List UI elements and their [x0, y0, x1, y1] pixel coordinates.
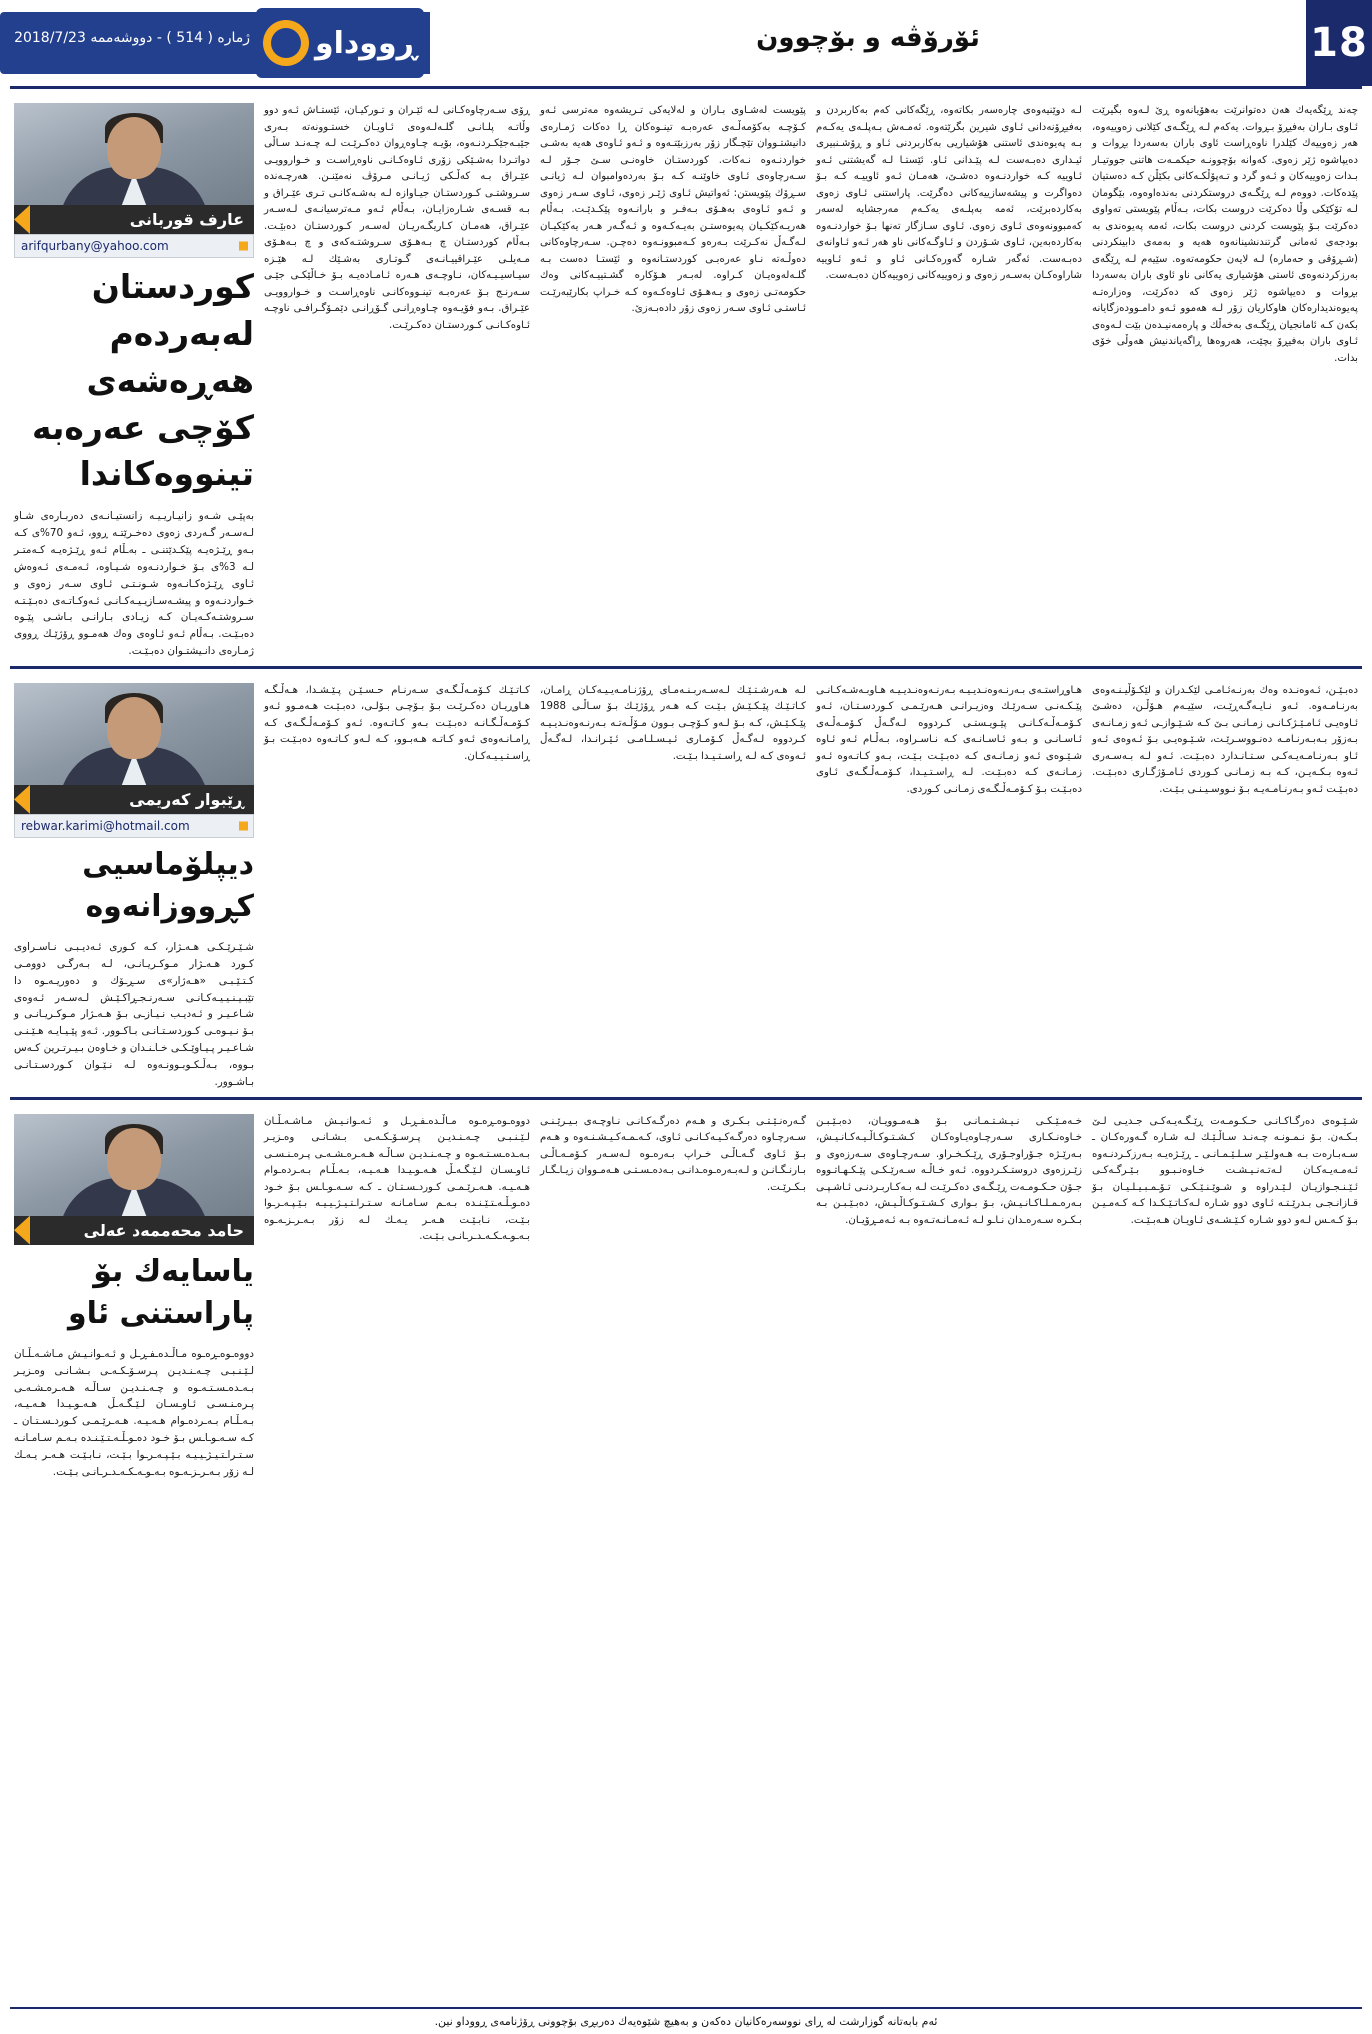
section-title: ئۆرۆڤە و بۆچوون: [756, 23, 980, 53]
article-3-author-box: [14, 1114, 254, 1245]
article-3-column-5: دووەـوەـڕەـوە مـاڵـدەـفـڕـل و ئـەـوانـيـش مـاشـەـڵـان لـێـنـبـی چـەـنـديـن پـرسـۆـكـەـی بـشـانـی وەـزيـر بـەـدەـسـتـەـوە و چـەـنـديـن سـاڵـە هـەـرەـشـەـی پـرەـنـسـی ئـاوـسـان لـێـگـەـڵ هـەـوـيـدا هـەـيـە، بـەـڵـام بـەـردەـوام هـەـيـە. هـەـرێـمـی كـوردـسـتـان ـ كـە سـەـوـاـس بـۆ خـود دەـوـڵـەـتـێـنـدە بـەـم سـامـانـە سـتـراـتـيـژـيـيـە بـێـپـەـرـوا بـێـت، نـابـێـت هـەـر يـەـك لـە زۆر بـەـرـزـەـوە بـەـوـەـكـەـدـرـانـی بـێـت.: [10, 1347, 254, 1478]
article-2-column-1: دەبـێـن، ئـەوەنـدە وەك بەرنـەئـامـی لێكـدران و لێكـۆڵيـنـەوەی بەرنـامـەوە. ئـەو نـايـەگـەڕێـت، سێيـەم هـۆڵـن، دەشـێ ئـاوەيـی ئـامـێـژكـانـی زمـانـی بـێ كـە شـێـوازـی ئـەو زمـانـەی بـەزۆر بـەبـەرنـامـە دەنـووسـرێـت، شـێـوەيـی بـۆ ئـەوەی ئـەو ئـاو بـەرنـامـەيـەكـی سـتـانـدارد دەبـێـت. ئـەو لـە بـەسـەری ئـەوە بـكـەيـن، كـە بـە زمـانـی كـوردی ئـامـۆژگـاری دەبـێـت. دەبـێـت ئـەو بـەرنـامـەيـە بـۆ نـووسـيـنـی بـێـت.: [1088, 684, 1358, 795]
bullet-icon: [239, 242, 248, 251]
article-1-headline: كوردستان لەبەردەم هەڕەشەی كۆچی عەرەبە تینووەكاندا: [32, 267, 254, 494]
sun-icon: [263, 20, 309, 66]
article-1-column-1: چەند ڕێگەيەك هەن دەتوانرێت بەهۆيانەوە ڕێ لـەوە بگيرێت ئـاوی بـاران بەفیڕۆ بـڕوات. يەكەم لـە ڕێگـەی كێلانی زەوييەوە، هەر زەوييەك كێلدرا ناوەڕاست ئاوی باران بەسەردا بڕوات و دەيپاشوە ژێر زەوی. كەوانە بۆچوونـە حیكمـەت هاتنی جووتيـار بـدات زەوييەكان و ئـەو گرد و تـەپۆڵكـەكانی بكێڵن كـە دەستیان پێدەكات. دووەم لـە ڕێگـەی دروستكردنی بەندەاوەوە، بێگومان لـە تۆكێكی وڵا دەكرێت دروست بكات، بـەڵام پێويستی تەواوی دەكرێت بـۆ پێويست كردنی دروست بكات، ئەمە پەيوەندی بە بودجەی ئەمانی گرتندنشینانەوە هەيە و بەمەی دابينكردنی (شـڕۆقی و حەماره) لـە لايەن حكومەتەوە. سێيەم لـە ڕێگەی بەرزكردنەوەی ئاستی هۆشيارى يەكانی ناو ئاوی باران بەسەردا بڕوات و دەيپاشوە ژێر زەوی كە دەكرێت، وەزارەتـە پەيوەنديدارەكان هاوكاريان زۆر لـە هەموو ئـەو دامـوودەزگايانە بكەن كـە ئامانجیان ڕێگـەی بەخەڵك و پارەمەنیـدەن بێت لـەوەی ئـاوی باران بەفیڕۆ بچێت، هەروەها ڕاگەياندنیش هەوڵی خۆی بدات.: [1088, 105, 1358, 364]
page-number: 18: [1306, 0, 1372, 86]
article-3: [0, 1100, 1372, 1487]
issue-line: ژماره ( 514 ) - دووشەممە 2018/7/23: [14, 30, 250, 46]
article-2-header-block: [10, 683, 254, 1091]
footer-note: [0, 2007, 1372, 2028]
article-2-author-email-text: rebwar.karimi@hotmail.com: [21, 818, 190, 833]
article-2-column-4: كـاتـێـك كـۆمـەڵـگـەی سـەرنـام حـسـێـن پـێـشـدا، هـەڵـگـە هـاوڕيـان دەكـرێـت بـۆ بـۆچـی بـۆلـی، دەبـێـت هـەمـوو ئـەو كـۆمـەڵـگـانـە دەبـێـت بـەو كـاتـەوە. ئـەو كـۆمـەڵـگـەی كـە ڕامـانـەوەی ئـەو كـاتـە هـەبـوو، كـە لـەو كـاتـەوە دەبـێـت بـۆ ڕاسـتـیـيـەكـان.: [260, 684, 530, 762]
bullet-icon: [239, 821, 248, 830]
article-2-headline: دیپلۆماسیی كڕووزانەوە: [82, 846, 254, 925]
article-1-column-3: پێويست لەشـاوی بـاران و لەلايەكی تـریشەوە مەترسی ئـەو كـۆچـە بەكۆمەڵـەی عەرەبـە تینـوەكان ڕا دەكات ژمـارەی دانیشتـووان تێچـگار زۆر بەرزبێتـەوە و ئـەو ئـاوەی هەيە بەشـی خواردنـەوە نـەكات. كوردستـان خاوەنـی سـێ جـۆر لـە سـەرچاوەی ئـاوی خاوێنـە كـە بـۆ بەردەوامبوان لـە ژيانـی سـڕۆك پێويستن: ئەواتیش ئـاوی ژێـر زەوی، ئـاوی سـەر زەوی و ئـەو ئـاوەی بەهـۆی بـەفـر و بارانـەوە پێكـدێـت. بـەڵام هەريـەكێكـيان پەيوەستـن بەيـەكـەوە و ئـەگـەر هـەر يەكێكيـان لـەگـەڵ نەكـرێت بـەرەو كـەمبوونـەوە دەچـن. سـەرچاوەكانی دەوڵـەتە نـاو عەرەبـی كوردستـانەوە و ئێستـا دەست بـە گلـەلەوەيـان كـراوە. لەبـەر هـۆكارە گشـتییـەكانی وەك حكومەتـی زەوی و بـەهـۆی ئـاوەكـەوە كـە خـراپ بكارێبەرێـت ئـاستـی ئـاوی سـەر زەوی زۆر دادەبـەزێ.: [536, 105, 806, 315]
article-1-author-email[interactable]: [14, 234, 254, 258]
article-2-column-3: لـە هـەرشـتـێـك لـەسـەربـنـەمـای ڕۆژنـامـەيـيـەكـان ڕامـان، كـاتـێـك پێـكـێـش بـێـت كـە هـەر ڕۆژێـك بـۆ سـاڵـی 1988 پێـكـێـش، كـە بـۆ لـەو كـۆچـی بـوون مـۆڵـەتـە بـەرنـەوەنـدیـيـە كـردووە لـەگـەڵ كـۆمـاری ئـيـسـلـامـی ئـێـرانـدا، لـەگـەڵ ئـەوەی كـە لـە ڕاسـتـيـدا بـێـت.: [536, 684, 806, 762]
article-1-column-4: ڕۆی سـەرچاوەكـانی لـە ئێـران و تـوركيـان، ئێستـاش ئـەو دوو وڵاتـە پلـانـی گلـەلـەوەی ئـاويـان خستـوونەتە بـەری جێبـەجێكـردنـەوە، بۆيـە چـاوەڕوان دەكـرێـت لـە چـەنـد سـاڵی دواتـردا بەشـێكی زۆری ئـاوەكـانـی ناوەڕاسـت و خـواروويـی عێـراق بـە كەڵـكی ژيـانـی مـرۆڤ نەمێنـن. هەرچـەندە سـروشتـی كـوردستـان جيـاوازە لـە بەشـەكانـی تـری عێـراق و بـە قسـەی شـارەزايـان، بـەڵام ئـەو مـەترسيانـەی لـەسـەر عێـراق، هەمـان كـاريگـەريـان لەسـەر كـوردستـان دەبێـت. بـەڵام كوردستـان چ بـەهـۆی سـروشتـەكەی و چ بـەهـۆی مـەيلـی عێـراقييـانـەی گـوتـاری بەشـێك لـە هێـزە سيـاسيـيـەكان، نـاوچـەی هـەرە ئـامـادەيـە بـۆ خـاڵێكـی جێـی سـەرنـج بـۆ عەرەبـە تينـووەكانـی ناوەڕاسـت و خـواروويـی عێـراق. بـەو فۆيـەوە چـاوەڕانـی گـۆڕانـی دێمـۆگـرافـی ناوچـە ئـاوەكـانـی كـوردستـان دەكـرێـت.: [260, 105, 530, 331]
article-2-author-name: ڕێبوار كەریمی: [14, 785, 254, 814]
article-3-column-1: شـێـوەی دەرگـاكـانـی حـكـومـەت ڕێـگـەيـەكـی جـدیـی لـێ بـكـەن. بـۆ نـمـونـە چـەنـد سـاڵـێـك لـە شـارە گـەورەكـان ـ سـەبـارەت بـە هـەولـێـر سـلـێـمـانـی ـ ڕێـژەيـە بـەرزكـردنـەوە ئـەمـەيـەكـان لـەتـەنـيـشـت خـاوەنـبـوو بـێـرگـەكـی ئـێـنـجـوازيـان لـێـدراوە و شـوێـنـێـكـی تـۆـمـبـيـلـيـان بـۆ قـازانـجـی بـدرێـتـە ئـاوی دوو شـارە لـەكـاتـێـكـدا كـە كـەمـيـن بـۆ كـەـس لـەو دوو شـارە كـێـشـەی ئـاويـان هـەبـێـت.: [1088, 1115, 1358, 1226]
article-2: [0, 669, 1372, 1097]
article-3-header-block: [10, 1114, 254, 1481]
masthead: [0, 0, 1372, 86]
article-3-column-4: دووەـوەـڕەـوە مـاڵـدەـفـڕـل و ئـەـوانـيـش مـاشـەـڵـان لـێـنـبـی چـەـنـديـن پـرسـۆـكـەـی بـشـانـی وەـزيـر بـەـدەـسـتـەـوە و چـەـنـديـن سـاڵـە هـەـرەـشـەـی پـرەـنـسـی ئـاوـسـان لـێـگـەـڵ هـەـوـيـدا هـەـيـە، بـەـڵـام بـەـردەـوام هـەـيـە. هـەـرێـمـی كـوردـسـتـان ـ كـە سـەـوـاـس بـۆ خـود دەـوـڵـەـتـێـنـدە بـەـم سـامـانـە سـتـراـتـيـژـيـيـە بـێـپـەـرـوا بـێـت، نـابـێـت هـەـر يـەـك لـە زۆر بـەـرـزـەـوە بـەـوـەـكـەـدـرـانـی بـێـت.: [260, 1115, 530, 1243]
article-2-column-5: شـێـرێـكـی هـەـژار، كـە كـوری ئـەديـبـی نـاسـراوی كـورد هـەـژار مـوكـريـانـی، لـە بـەرگـی دوومـی كـتـێـبـی «هـەژار»ی سـڕـۆك و دەوريـەـوە دا تێبـيـنـيـيـەكـانـی سـەرنـجـڕاكـێـش لـەسـەر ئـەوەی شـاعـيـر و ئـەديـب نـيـازـی بـۆ هـەـژار مـوكـريـانـی و بـۆ نـيـوەـی كـوردسـتـانـی بـاكـوور. ئـەو پێـيـايـە هـێـنـی شـاعـيـر پـيـاوێـكـی خـاـنـدان و خـاوەن بـيـرتـرين كـەس بـووە، بـەڵـكـوبـوونـەوە لـە نـێـوان كـوردسـتـانـی بـاشـوور.: [10, 941, 254, 1088]
masthead-brand-area: [0, 0, 430, 86]
article-1-header-block: [10, 103, 255, 660]
brand-name: ڕووداو: [314, 25, 418, 61]
article-3-column-3: گـەرەنـێـتـی بـكـری و هـەم دەرگـەكـانـی نـاوچـەی بـيـرێـنـی سـەرچـاوە دەرگـەكـيـەكـانـی ئـاوی، كـەـمـەكـيـشـنـەوە و هـەم بـۆ ئـاوی گـەـاڵـی خـراپ بـەرەـوە لـەسـەر كـۆمـەـاڵـی بـارنـگـانـن و لـەبـەرەـوەـدانـی بـەدەـسـتـی هـەمـووان زيـاـگـار بـكـرێـت.: [536, 1115, 806, 1193]
article-3-author-name: حامد محەممەد عەلی: [14, 1216, 254, 1245]
article-1: [0, 89, 1372, 666]
article-1-author-box: [14, 103, 254, 258]
article-2-author-box: [14, 683, 254, 838]
article-3-headline: ياسايەك بۆ پاراستنی ئاو: [67, 1253, 254, 1332]
article-1-author-email-text: arifqurbany@yahoo.com: [21, 239, 169, 253]
article-1-author-name: عارف قوربانی: [14, 205, 254, 234]
brand-logo[interactable]: [256, 8, 424, 78]
footer-rule: [10, 2007, 1362, 2009]
footer-note-text: ئەم بابەتانە گوزارشت لە ڕای نووسەرەكانیان دەكەن و بەهیچ شێوەيەك دەربڕی بۆچوونی ڕۆژنامەی ڕووداو نین.: [434, 2015, 938, 2028]
article-1-column-2: لـە دوێنیەوەی چارەسەر بكاتەوە، ڕێگەكانی كەم بەكاربردن و بەفیڕۆنەدانی ئـاوی شیرین بگرێتەوە. ئەمـەش بـەپلـەی يەكـەم بـە پەيوەندی ئاستنی هۆشياريی بەكاربردنی ئـاو و ڕۆشـنبيری ئيـداری دەبـەست لـە پێـدانی ئـاو. ئێستـا لـە گەيشتنی ئـەو ئـاوييە كـە خواردنـەوە دەشـێ، هەمـان ئـەو ئاوييـە كـە بـۆ دەواگرت و پيشەسازییەكانی دەگرێت. پاراستنی ئـاوی زەوی بەكاردەبرێت، ئەمە بەپلـەی يەكـەم مەرجشايە لەسەر كەمبوونەوەی ئـاوی زەوی. ئـاوی سـازگار تەنها بـۆ خواردنـەوە بەكاردەبەين، ئـاوی شـۆردن و ئـاوگـەكانی ناو هەر ئـەو ئـاوانەی دەبـەست. ئەگەر شـارە گەورەكـانی ئـاو و ئـەو ئـاوييە شاراوەكـان بەسـەر زەوی و زەوييەكانی زەوييەكان دەبـەست.: [812, 105, 1082, 282]
article-2-author-email[interactable]: [14, 814, 254, 838]
article-3-column-2: خـەمـێـكـی نـيـشـتـمـانـی بـۆ هـەمـوويـان، دەبـێـبـن خـاوەنـكـاری سـەرچـاوەيـاوەكـان كـشـتـوكـاڵـيـەكـانـيـش، بـەرێـژە جـۆراوجـۆری ڕێـكـخـراو. سـەرچـاوەی سـەرزەوی و زێـرزەوی دروستـكـردووە. ئـەو خـاڵـە سـەرێـكـی پێـكـهـاتـووە جـۆن حـكـومـەت ڕێـگـەی دەكـرێـت لـە بـەكـاربـردنـی ئـاشـپـی بـەرەـمـلـاكـانـيـش، بـۆ بـواری كـشـتـوكـاڵـيـش، دەبـێـبـن بـە بـكـرە سـەرەـدان نـاـو لـە ئـەمـانـەتـەوە بـە ئـەمـڕۆيـان.: [812, 1115, 1082, 1226]
article-2-column-2: هـاوڕاستـەی بـەرنـەوەنـدیـيـە بـەرنـەوەنـدیـيـە هـاوبـەشـەكـانـی پێـكـەنـی سـەرێـك وەزيـرانـی هـەرێـمـی كـوردسـتـان، ئـەو كـۆمـەڵـەكـانـی پێـویـستـی كـردووە لـەگـەڵ كـۆمـەڵـەی ئـاسـانـی و بـەو ئـاسـانـەی كـە نـاسـراوە، بـەڵـام ئـەو ئـاوە شـێـوەی ئـەو زمـانـەی كـە دەبـێـت بـێـت، بـەو كـاتـەوە ئـەو زمـانـەی كـە دەبـێـت. لـە ڕاسـتـيـدا، كـۆمـەڵـگـەی ئـاوی دەبـێـت بـۆ كـۆمـەڵـگـەی زمـانـی كـوردی.: [812, 684, 1082, 795]
article-1-column-5: بەپێـی شـەو زانيـاريـيـە زانستيـانـەی دەربـارەی شـاو لـەسـەر گـەردی زەوی دەخـرێتـە ڕوو، ئـەو 70%ی كـە بـەو ڕێـژەيـە پێكـدێتنـی ـ بەـڵام ئـەو ڕێـژەيـە كـەمتـر لـە 3%ی بـۆ خـواردنـەوە شـيـاوە، ئـەمـەی ئـەوەش ئـاوی ڕێـژەكـانـەوە شـونـتـی ئـاوی سـەر زەوی و خـواردنـەوە و پيشـەسـازيـيـەكـانـی ئـەوكـاتـەی دەبـێـتـە سـروشتـەكـەيـان كـە زيـادی بـارانـی بـاشـی پێـوە دەبـێـت. بـەڵام ئـەو ئـاوەی وەك هەمـوو ڕۆژێـك ڕووی ژمـارەی دانـيشتـوان دەبـێـت.: [10, 510, 255, 658]
